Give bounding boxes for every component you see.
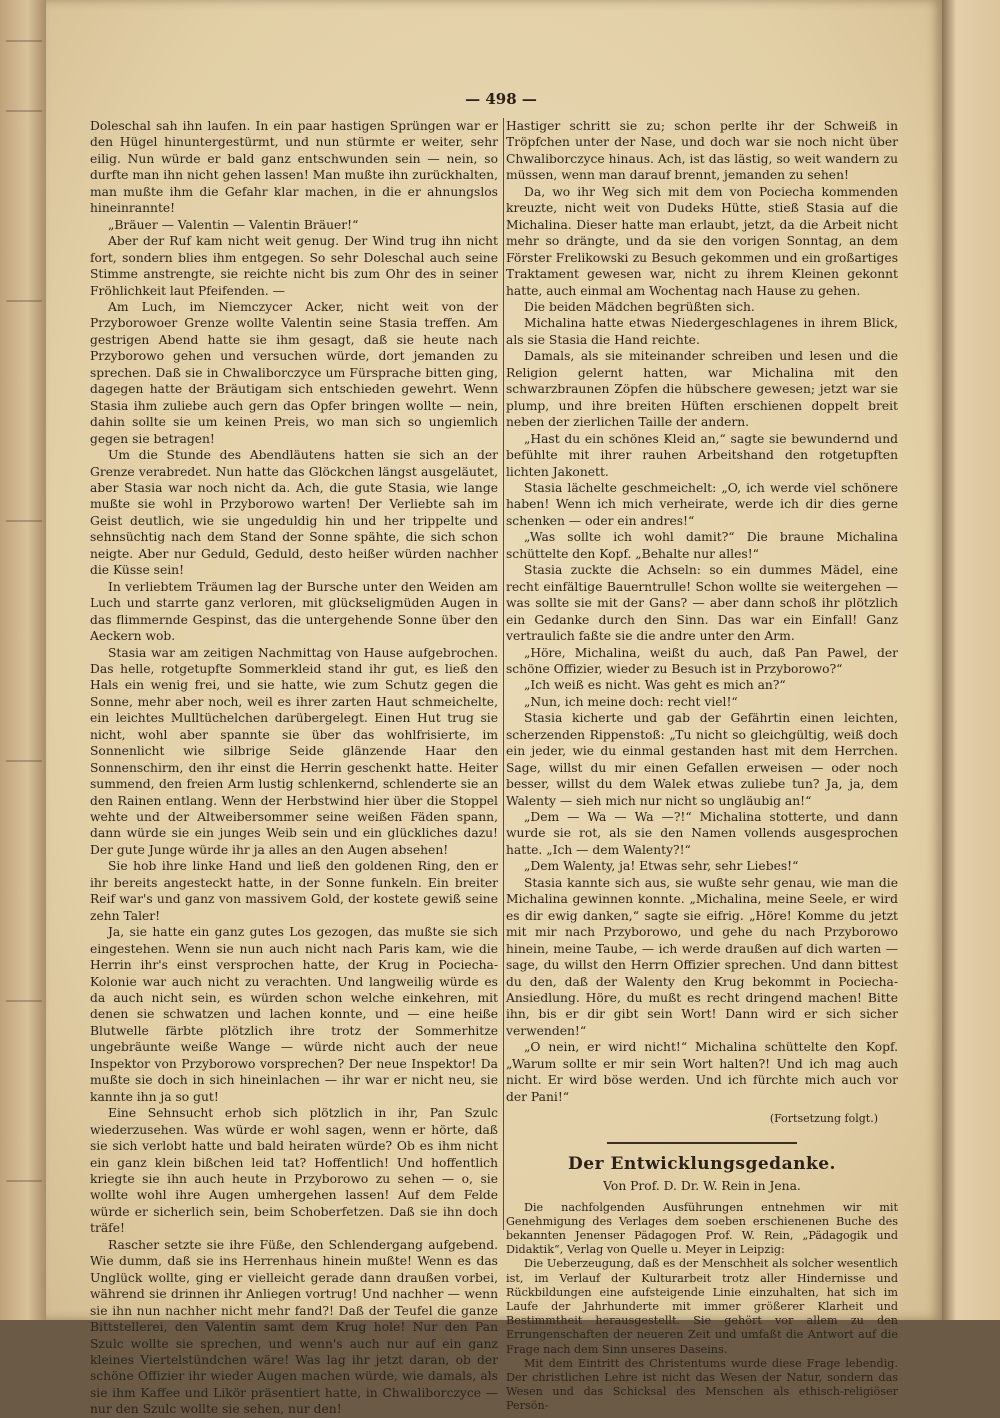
continued-note: (Fortsetzung folgt.) bbox=[769, 1112, 878, 1126]
paragraph: Ja, sie hatte ein ganz gutes Los gezogen, das mußte sie sich eingestehen. Wenn sie nun auch nicht nach Paris kam, wie die Herrin ihr's einst versprochen hatte, der Krug in Pociecha-Kolonie war auch nicht zu verachten. Und langweilig würde es da auch nicht sein, es würden schon welche einkehren, mit denen sie schwatzen und lachen konnte, und — eine heiße Blutwelle färbte plötzlich ihre trotz der Sommerhitze ungebräunte weiße Wange — würde nicht auch der neue Inspektor von Przyborowo vorsprechen? Der neue Inspektor! Da mußte sie doch in sich hineinlachen — ihr war er nicht neu, sie kannte ihn ja so gut! bbox=[90, 925, 498, 1104]
paragraph: „Höre, Michalina, weißt du auch, daß Pan Pawel, der schöne Offizier, wieder zu Besuch ist in Przyborowo?“ bbox=[506, 645, 898, 676]
next-page-edge bbox=[942, 0, 1000, 1320]
article-title: Der Entwicklungsgedanke. bbox=[568, 1153, 836, 1174]
paragraph: „Bräuer — Valentin — Valentin Bräuer!“ bbox=[108, 217, 359, 232]
right-column bbox=[506, 118, 898, 1414]
article-paragraph: Die Ueberzeugung, daß es der Menschheit als solcher wesentlich ist, im Verlauf der Kulturarbeit trotz aller Hindernisse und Rückbildungen eine aufsteigende Linie einzuhalten, hat sich im Laufe der Jahrhunderte mit immer größerer Klarheit und Bestimmtheit herausgestellt. Sie gehört vor allem zu den Errungenschaften der neueren Zeit und umfaßt die Antwort auf die Frage nach dem Sinn unseres Daseins. bbox=[506, 1257, 898, 1356]
paragraph: Stasia lächelte geschmeichelt: „O, ich werde viel schönere haben! Wenn ich mich verheirate, werde ich dir dies gerne schenken — oder ein andres!“ bbox=[506, 480, 898, 528]
article-byline: Von Prof. D. Dr. W. Rein in Jena. bbox=[603, 1179, 801, 1194]
paragraph: Stasia kicherte und gab der Gefährtin einen leichten, scherzenden Rippenstoß: „Tu nicht so gleichgültig, weiß doch ein jeder, wie du einmal gestanden hast mit dem Herrchen. Sage, willst du mir einen Gefallen erweisen — oder noch besser, willst du dem Walek etwas zuliebe tun? Ja, ja, dem Walenty — sieh mich nur nicht so ungläubig an!“ bbox=[506, 711, 898, 808]
page-number: — 498 — bbox=[465, 90, 537, 108]
left-column bbox=[90, 118, 498, 1418]
paragraph: Um die Stunde des Abendläutens hatten sie sich an der Grenze verabredet. Nun hatte das Glöckchen längst ausgeläutet, aber Stasia war noch nicht da. Ach, die gute Stasia, wie lange mußte sie wohl in Przyborowo warten! Der Verliebte sah im Geist deutlich, wie sie ungeduldig hin und her trippelte und sehnsüchtig nach dem Stand der Sonne spähte, die sich schon neigte. Aber nur Geduld, Geduld, desto heißer würden nachher die Küsse sein! bbox=[90, 448, 498, 578]
column-divider bbox=[503, 118, 504, 1230]
article-paragraph: Mit dem Eintritt des Christentums wurde diese Frage lebendig. Der christlichen Lehre ist nicht das Wesen der Natur, sondern das Wesen und das Schicksal des Menschen als ethisch-religiöser Persön- bbox=[506, 1356, 898, 1413]
paragraph: „Nun, ich meine doch: recht viel!“ bbox=[524, 694, 738, 709]
newspaper-page bbox=[46, 0, 942, 1417]
paragraph: Rascher setzte sie ihre Füße, den Schlendergang aufgebend. Wie dumm, daß sie ins Herrenhaus hinein mußte! Wenn es das Unglück wollte, ging er vielleicht gerade dann draußen vorbei, während sie drinnen ihr Anliegen vortrug! Und nachher — wenn sie ihn nun nachher nicht mehr fand?! Daß der Teufel die ganze Bittstellerei, den Valentin samt dem Krug hole! Nur den Pan Szulc wollte sie sprechen, und wenn's auch nur auf ein ganz kleines Viertelstündchen wäre! Was lag ihr jetzt daran, ob der schöne Offizier ihr wieder Augen machen würde, wie damals, als sie ihm Kaffee und Likör präsentiert hatte, in Chwaliborczyce — nur den Szulc wollte sie sehen, nur den! bbox=[90, 1237, 498, 1417]
paragraph: In verliebtem Träumen lag der Bursche unter den Weiden am Luch und starrte ganz verloren, mit glückseligmüden Augen in das flimmernde Gespinst, das die untergehende Sonne über den Aeckern wob. bbox=[90, 579, 498, 644]
article-paragraph: Die nachfolgenden Ausführungen entnehmen wir mit Genehmigung des Verlages dem soeben erschienenen Buche des bekannten Jenenser Pädagogen Prof. W. Rein, „Pädagogik und Didaktik“, Verlag von Quelle u. Meyer in Leipzig: bbox=[506, 1200, 898, 1257]
paragraph: Stasia zuckte die Achseln: so ein dummes Mädel, eine recht einfältige Bauerntrulle! Schon wollte sie weitergehen — was sollte sie mit der Gans? — aber dann schoß ihr plötzlich ein Gedanke durch den Sinn. Das war ein Einfall! Ganz vertraulich faßte sie die andre unter den Arm. bbox=[506, 563, 898, 644]
paragraph: Sie hob ihre linke Hand und ließ den goldenen Ring, den er ihr bereits angesteckt hatte, in der Sonne funkeln. Ein breiter Reif war's und ganz von massivem Gold, der kostete gewiß seine zehn Taler! bbox=[90, 859, 498, 923]
paragraph: „Ich weiß es nicht. Was geht es mich an?“ bbox=[524, 678, 786, 693]
paragraph: „Was sollte ich wohl damit?“ Die braune Michalina schüttelte den Kopf. „Behalte nur alles!“ bbox=[506, 530, 898, 561]
paragraph: Michalina hatte etwas Niedergeschlagenes in ihrem Blick, als sie Stasia die Hand reichte. bbox=[506, 316, 898, 347]
paragraph: Die beiden Mädchen begrüßten sich. bbox=[524, 299, 755, 314]
paragraph: „Dem Walenty, ja! Etwas sehr, sehr Liebes!“ bbox=[524, 859, 799, 874]
paragraph: „Dem — Wa — Wa —?!“ Michalina stotterte, und dann wurde sie rot, als sie den Namen vollends ausgesprochen hatte. „Ich — dem Walenty?!“ bbox=[506, 810, 898, 857]
paragraph: „O nein, er wird nicht!“ Michalina schüttelte den Kopf. „Warum sollte er mir sein Wort halten?! Und ich mag auch nicht. Er wird böse werden. Und ich fürchte mich auch vor der Pani!“ bbox=[506, 1040, 898, 1104]
section-rule bbox=[607, 1142, 797, 1144]
paragraph: Doleschal sah ihn laufen. In ein paar hastigen Sprüngen war er den Hügel hinuntergestürmt, und nun stürmte er weiter, sehr eilig. Nun würde er bald ganz entschwunden sein — nein, so durfte man ihn nicht gehen lassen! Man mußte ihn zurückhalten, man mußte ihm die Gefahr klar machen, in die er ahnungslos hineinrannte! bbox=[90, 119, 498, 216]
previous-page-edge bbox=[0, 0, 46, 1320]
paragraph: Stasia war am zeitigen Nachmittag von Hause aufgebrochen. Das helle, rotgetupfte Sommerkleid stand ihr gut, es ließ den Hals ein wenig frei, und sie hatte, wie zum Schutz gegen die Sonne, mehr aber noch, weil es ihrer zarten Haut schmeichelte, ein leichtes Mulltüchelchen darübergelegt. Einen Hut trug sie nicht, wohl aber spannte sie über das wohlfrisierte, im Sonnenlicht wie silbrige Seide glänzende Haar den Sonnenschirm, den ihr einst die Herrin geschenkt hatte. Heiter summend, den freien Arm lustig schlenkernd, schlenderte sie an den Rainen entlang. Wenn der Herbstwind hier über die Stoppel wehte und der Altweibersommer seine weißen Fäden spann, dann würde sie ein junges Weib sein und ein glückliches dazu! Der gute Junge würde ihr ja alles an den Augen absehen! bbox=[90, 645, 498, 857]
paragraph: Stasia kannte sich aus, sie wußte sehr genau, wie man die Michalina gewinnen konnte. „Michalina, meine Seele, er wird es dir ewig danken,“ sagte sie eifrig. „Höre! Komme du jetzt mit mir nach Przyborowo, und gehe du nach Przyborowo hinein, meine Taube, — ich werde draußen auf dich warten — sage, du willst den Herrn Offizier sprechen. Und dann bittest du den, daß der Walenty den Krug bekommt in Pociecha-Ansiedlung. Höre, du mußt es recht dringend machen! Bitte ihn, bis er dir gibt sein Wort! Dann wird er sich sicher verwenden!“ bbox=[506, 875, 898, 1038]
paragraph: Am Luch, im Niemczycer Acker, nicht weit von der Przyborowoer Grenze wollte Valentin seine Stasia treffen. Am gestrigen Abend hatte sie ihm gesagt, daß sie heute nach Przyborowo gehen und versuchen würde, dort jemanden zu sprechen. Daß sie in Chwaliborczyce um Fürsprache bitten ging, dagegen hatte der Bräutigam sich entschieden gewehrt. Wenn Stasia ihm zuliebe auch gern das Opfer bringen wollte — nein, dahin sollte sie um keinen Preis, wo man sich so ungiemlich gegen sie betragen! bbox=[90, 299, 498, 446]
paragraph: Hastiger schritt sie zu; schon perlte ihr der Schweiß in Tröpfchen unter der Nase, und doch war sie noch nicht über Chwaliborczyce hinaus. Ach, ist das lästig, so weit wandern zu müssen, wenn man darauf brennt, jemanden zu sehen! bbox=[506, 119, 898, 183]
paragraph: „Hast du ein schönes Kleid an,“ sagte sie bewundernd und befühlte mit ihrer rauhen Arbeitshand den rotgetupften lichten Jakonett. bbox=[506, 431, 898, 479]
paragraph: Da, wo ihr Weg sich mit dem von Pociecha kommenden kreuzte, nicht weit von Dudeks Hütte, stieß Stasia auf die Michalina. Dieser hatte man erlaubt, jetzt, da die Arbeit nicht mehr so drängte, und da sie den vorigen Sonntag, an dem Förster Frelikowski zu Besuch gekommen und ein großartiges Traktament gewesen war, nicht zu ihrem Kleinen gekonnt hatte, auch einmal am Wochentag nach Hause zu gehen. bbox=[506, 184, 898, 298]
paragraph: Aber der Ruf kam nicht weit genug. Der Wind trug ihn nicht fort, sondern blies ihm entgegen. So sehr Doleschal auch seine Stimme anstrengte, sie reichte nicht bis zum Ohr des in seiner Fröhlichkeit laut Pfeifenden. — bbox=[90, 234, 498, 298]
paragraph: Damals, als sie miteinander schreiben und lesen und die Religion gelernt hatten, war Michalina mit den schwarzbraunen Zöpfen die hübschere gewesen; jetzt war sie plump, und ihre breiten Hüften erschienen doppelt breit neben der zierlichen Taille der andern. bbox=[506, 349, 898, 430]
paragraph: Eine Sehnsucht erhob sich plötzlich in ihr, Pan Szulc wiederzusehen. Was würde er wohl sagen, wenn er hörte, daß sie sich verlobt hatte und bald heiraten würde? Ob es ihm nicht ein ganz klein bißchen leid tat? Hoffentlich! Und hoffentlich kriegte sie ihn auch heute in Przyborowo zu sehen — o, sie wollte wohl ihre Augen umhergehen lassen! Auf dem Felde würde er sicherlich sein, beim Schoberfetzen. Daß sie ihn doch träfe! bbox=[90, 1106, 498, 1236]
